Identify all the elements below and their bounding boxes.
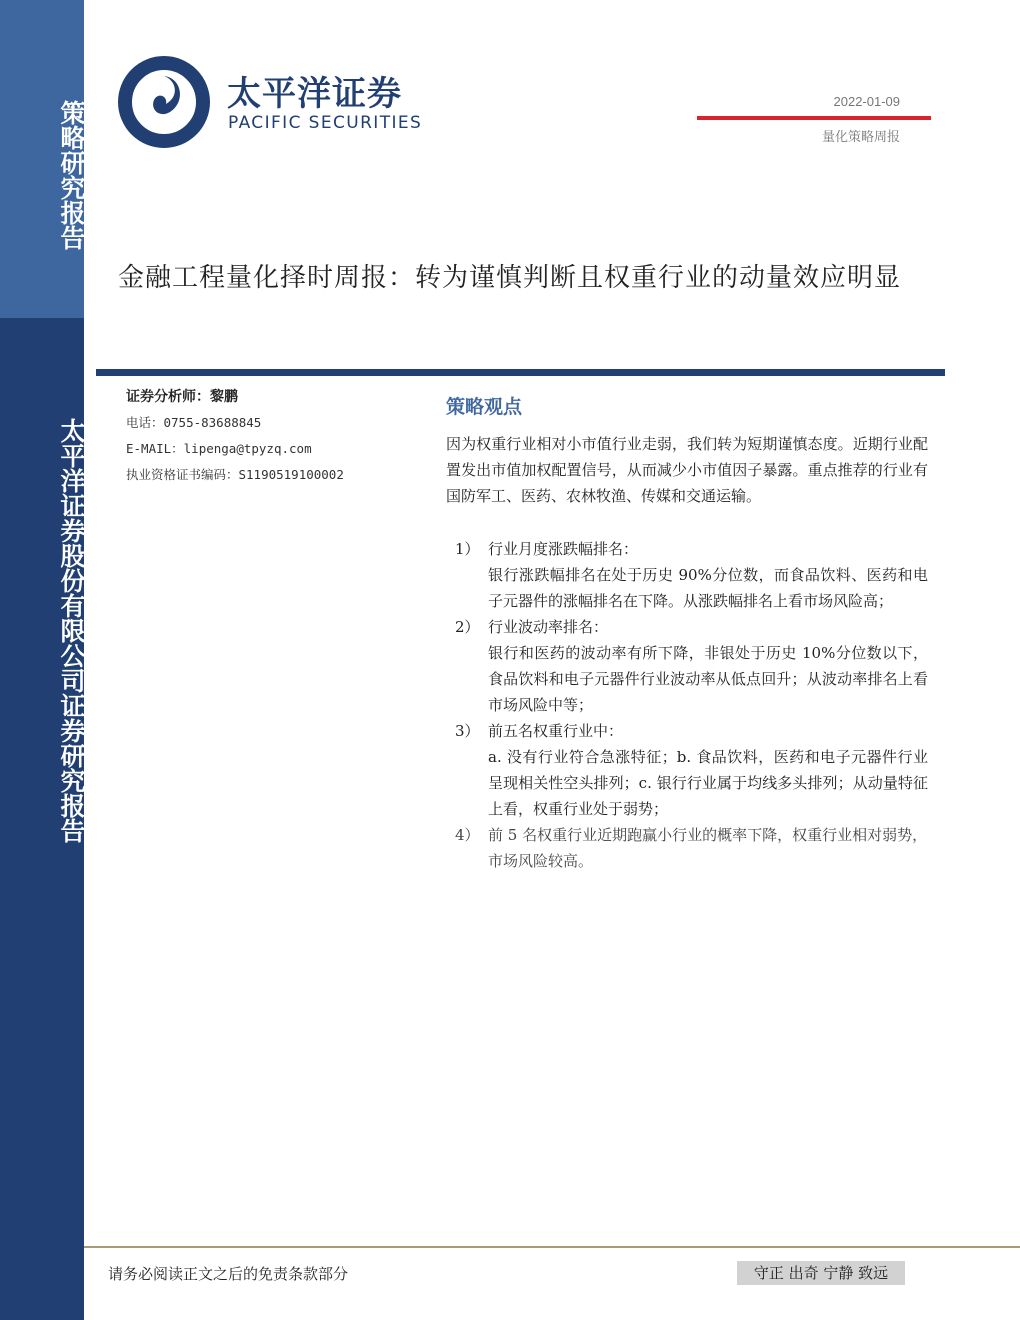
report-type: 量化策略周报 xyxy=(821,130,900,145)
header-red-rule xyxy=(697,116,931,120)
footer-motto: 守正 出奇 宁静 致远 xyxy=(737,1261,905,1285)
pacific-securities-logo xyxy=(106,22,216,168)
list-item-heading: 行业波动率排名： xyxy=(488,618,609,636)
strategy-heading: 策略观点 xyxy=(446,396,523,418)
analyst-info xyxy=(126,386,344,491)
list-item-number: 4） xyxy=(455,826,480,844)
footer-disclaimer: 请务必阅读正文之后的免责条款部分 xyxy=(108,1265,349,1283)
report-title: 金融工程量化择时周报：转为谨慎判断且权重行业的动量效应明显 xyxy=(118,263,902,293)
sidebar-company-label: 太平洋证券股份有限公司证券研究报告 xyxy=(57,418,86,843)
list-item-heading: 前五名权重行业中： xyxy=(488,722,624,740)
analyst-name: 证券分析师：黎鹏 xyxy=(126,389,238,405)
list-item xyxy=(455,614,928,718)
list-item xyxy=(455,536,928,614)
sidebar-report-category: 策略研究报告 xyxy=(57,100,86,250)
strategy-list xyxy=(455,536,928,874)
footer-divider xyxy=(84,1246,1020,1248)
list-item-detail: a. 没有行业符合急涨特征；b. 食品饮料，医药和电子元器件行业呈现相关性空头排列；c. 银行行业属于均线多头排列；从动量特征上看，权重行业处于弱势； xyxy=(488,748,928,818)
list-item-number: 1） xyxy=(455,540,480,558)
list-item-detail: 银行涨跌幅排名在处于历史 90%分位数，而食品饮料、医药和电子元器件的涨幅排名在下降。从涨跌幅排名上看市场风险高； xyxy=(488,566,928,610)
sidebar xyxy=(0,0,84,1320)
list-item xyxy=(455,822,928,874)
list-item-number: 2） xyxy=(455,618,480,636)
list-item-detail: 银行和医药的波动率有所下降，非银处于历史 10%分位数以下，食品饮料和电子元器件行业波动率从低点回升；从波动率排名上看市场风险中等； xyxy=(488,644,928,714)
list-item xyxy=(455,718,928,822)
brand-name-cn: 太平洋证券 xyxy=(227,74,402,114)
analyst-license: 执业资格证书编码：S1190519100002 xyxy=(126,467,344,482)
list-item-heading: 行业月度涨跌幅排名： xyxy=(488,540,639,558)
strategy-intro: 因为权重行业相对小市值行业走弱，我们转为短期谨慎态度。近期行业配置发出市值加权配置信号，从而减少小市值因子暴露。重点推荐的行业有国防军工、医药、农林牧渔、传媒和交通运输。 xyxy=(446,435,928,505)
analyst-phone: 电话：0755-83688845 xyxy=(126,415,262,430)
list-item-heading: 前 5 名权重行业近期跑赢小行业的概率下降，权重行业相对弱势，市场风险较高。 xyxy=(488,826,928,870)
analyst-email: E-MAIL：lipenga@tpyzq.com xyxy=(126,441,312,456)
list-item-number: 3） xyxy=(455,722,480,740)
report-date: 2022-01-09 xyxy=(833,94,900,109)
title-divider xyxy=(96,369,945,376)
brand-name-en: PACIFIC SECURITIES xyxy=(228,113,423,133)
